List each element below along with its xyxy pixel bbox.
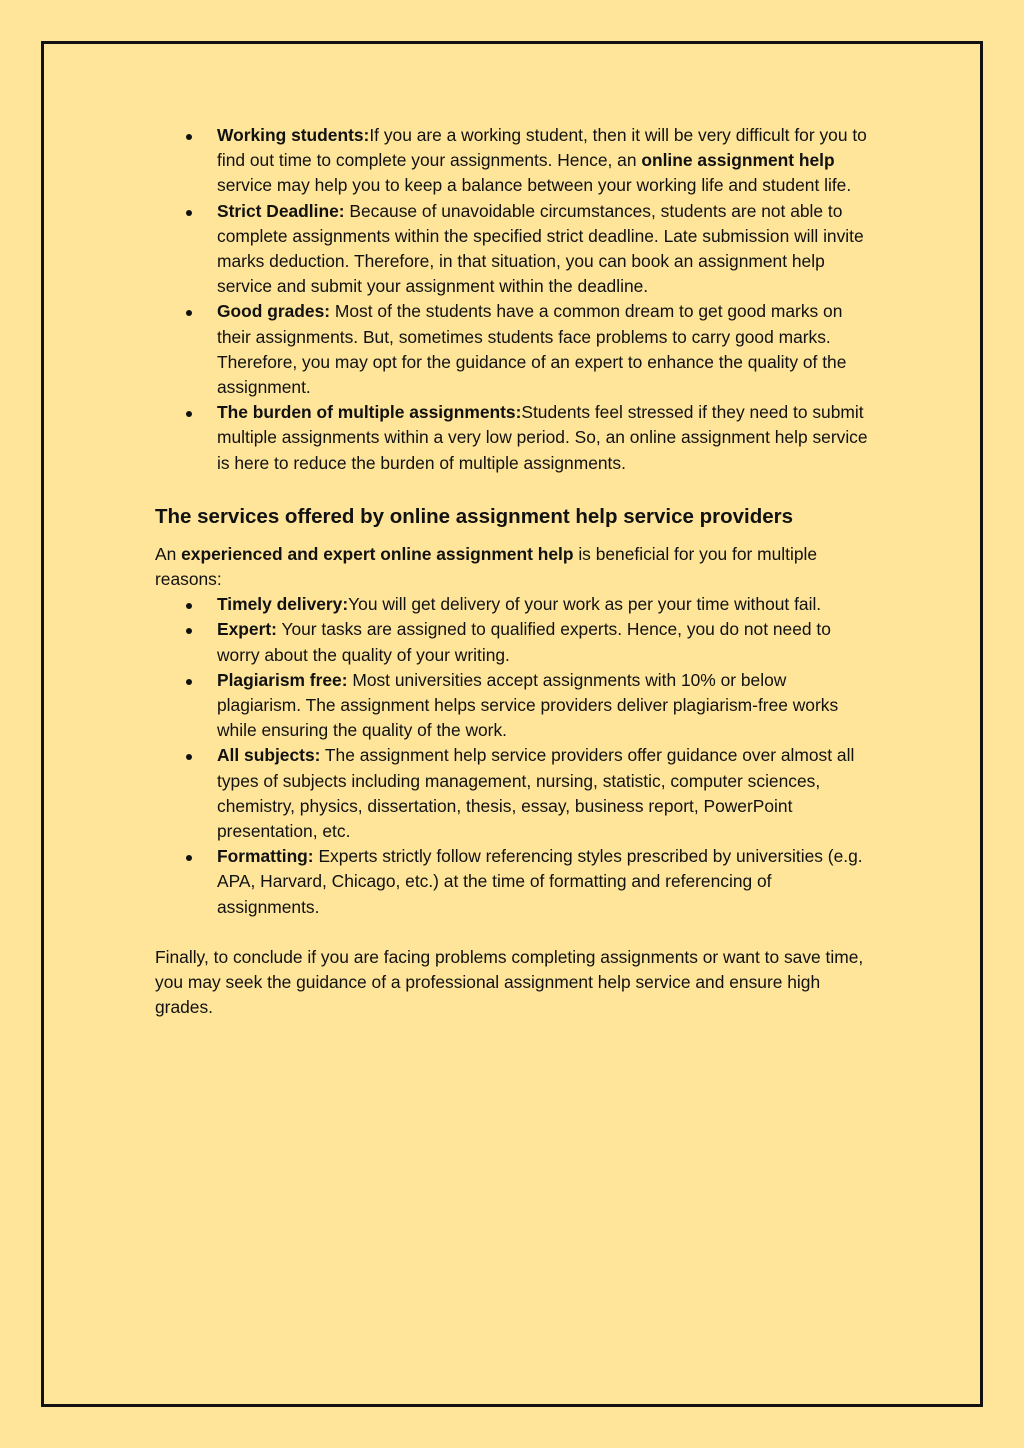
list-item: Working students:If you are a working student, then it will be very difficult for you to find out time to complete your assignments. Hence, an online assignment help service may help you to keep a balance between your working life and student life.: [155, 123, 875, 199]
intro-paragraph: An experienced and expert online assignment help is beneficial for you for multiple reasons:: [155, 543, 818, 590]
bullet-icon: [186, 134, 192, 140]
list-item: Strict Deadline: Because of unavoidable circumstances, students are not able to complete assignments within the specified strict deadline. Late submission will invite marks deduction. Therefore, in that situation, you can book an assignment help service and submit your assignment within the deadline.: [155, 199, 875, 300]
bullet-icon: [186, 310, 192, 316]
document-body: [155, 123, 875, 1021]
list-item: Formatting: Experts strictly follow referencing styles prescribed by universities (e.g. APA, Harvard, Chicago, etc.) at the time of formatting and referencing of assignments.: [155, 844, 875, 920]
list-item: Timely delivery:You will get delivery of your work as per your time without fail.: [155, 592, 875, 617]
bullet-icon: [186, 679, 192, 685]
bullet-icon: [186, 210, 192, 216]
list-item: Expert: Your tasks are assigned to qualified experts. Hence, you do not need to worry about the quality of your writing.: [155, 617, 875, 667]
list-item: Plagiarism free: Most universities accept assignments with 10% or below plagiarism. The assignment helps service providers deliver plagiarism-free works while ensuring the quality of the work.: [155, 668, 875, 744]
list-item: Good grades: Most of the students have a common dream to get good marks on their assignments. But, sometimes students face problems to carry good marks. Therefore, you may opt for the guidance of an expert to enhance the quality of the assignment.: [155, 299, 875, 400]
section-heading: The services offered by online assignment help service providers: [155, 504, 794, 528]
bullet-icon: [186, 855, 192, 861]
list-item: All subjects: The assignment help service providers offer guidance over almost all types of subjects including management, nursing, statistic, computer sciences, chemistry, physics, dissertation, thesis, essay, business report, PowerPoint presentation, etc.: [155, 743, 875, 844]
conclusion-paragraph: Finally, to conclude if you are facing problems completing assignments or want to save time, you may seek the guidance of a professional assignment help service and ensure high grades.: [155, 946, 864, 1018]
reasons-list: [155, 123, 875, 476]
bullet-icon: [186, 411, 192, 417]
bullet-icon: [186, 628, 192, 634]
list-item: The burden of multiple assignments:Students feel stressed if they need to submit multiple assignments within a very low period. So, an online assignment help service is here to reduce the burden of multiple assignments.: [155, 400, 875, 476]
bullet-icon: [186, 754, 192, 760]
bullet-icon: [186, 603, 192, 609]
services-list: [155, 592, 875, 920]
